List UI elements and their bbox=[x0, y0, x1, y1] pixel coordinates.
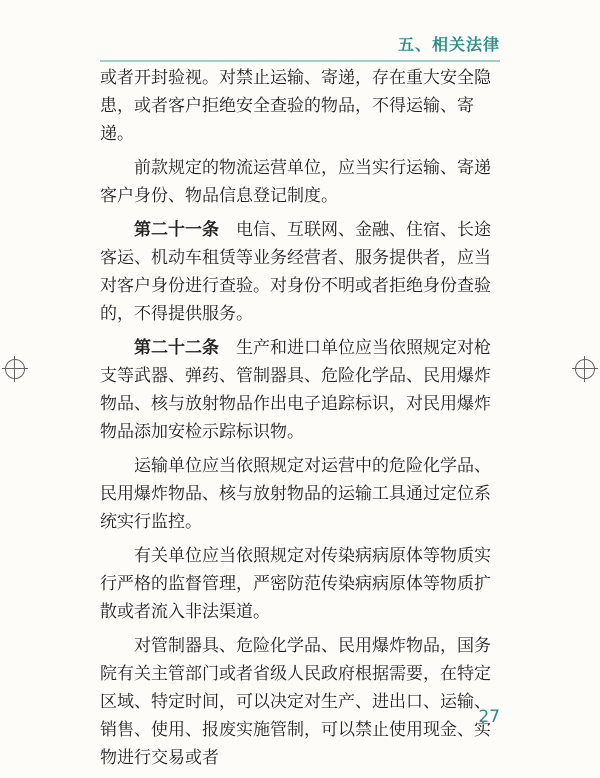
article-number: 第二十二条 bbox=[134, 338, 219, 358]
paragraph: 或者开封验视。对禁止运输、寄递，存在重大安全隐患，或者客户拒绝安全查验的物品，不得运输、寄递。 bbox=[100, 68, 491, 144]
article-text: 生产和进口单位应当依照规定对枪支等武器、弹药、管制器具、危险化学品、民用爆炸物品、核与放射物品作出电子追踪标识，对民用爆炸物品添加安检示踪标识物。 bbox=[100, 338, 491, 442]
registration-mark-icon bbox=[2, 356, 28, 382]
paragraph: 对管制器具、危险化学品、民用爆炸物品，国务院有关主管部门或者省级人民政府根据需要，在特定区域、特定时间，可以决定对生产、进出口、运输、销售、使用、报废实施管制，可以禁止使用现金、实物进行交易或者 bbox=[100, 636, 491, 768]
page-number: 27 bbox=[478, 707, 500, 727]
paragraph: 有关单位应当依照规定对传染病病原体等物质实行严格的监督管理，严密防范传染病病原体等物质扩散或者流入非法渠道。 bbox=[100, 546, 491, 622]
body-text bbox=[100, 64, 502, 778]
paragraph: 前款规定的物流运营单位，应当实行运输、寄递客户身份、物品信息登记制度。 bbox=[100, 158, 491, 206]
paragraph: 运输单位应当依照规定对运营中的危险化学品、民用爆炸物品、核与放射物品的运输工具通过定位系统实行监控。 bbox=[100, 456, 491, 532]
article-text: 电信、互联网、金融、住宿、长途客运、机动车租赁等业务经营者、服务提供者，应当对客户身份进行查验。对身份不明或者拒绝身份查验的，不得提供服务。 bbox=[100, 220, 491, 324]
paragraph bbox=[100, 334, 502, 446]
article-number: 第二十一条 bbox=[134, 220, 219, 240]
registration-mark-icon bbox=[572, 356, 598, 382]
header-rule bbox=[100, 60, 500, 62]
paragraph bbox=[100, 216, 502, 328]
chapter-header: 五、相关法律 bbox=[397, 35, 500, 54]
